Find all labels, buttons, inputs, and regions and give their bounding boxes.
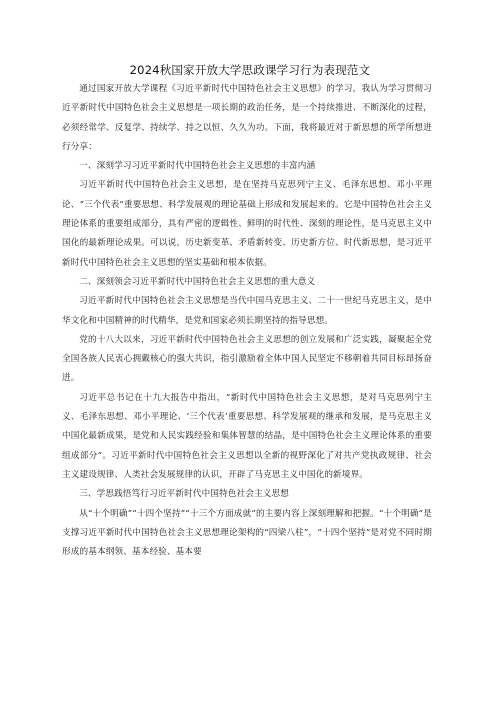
body-paragraph: 从“十个明确”“十四个坚持”“十三个方面成就”的主要内容上深刻理解和把握。“十个明确”是支撑习近平新时代中国特色社会主义思想理论架构的“四梁八柱”，“十四个坚持”是对党不同时期形成的基本纲领、基本经验、基本要 bbox=[62, 508, 432, 558]
body-paragraph: 习近平总书记在十九大报告中指出，“新时代中国特色社会主义思想，是对马克思列宁主义、毛泽东思想、邓小平理论、‘三个代表’重要思想、科学发展观的继承和发展，是马克思主义中国化最新成果，是党和人民实践经验和集体智慧的结晶，是中国特色社会主义理论体系的重要组成部分”。习近平新时代中国特色社会主义思想以全新的视野深化了对共产党执政规律、社会主义建设规律、人类社会发展规律的认识，开辟了马克思主义中国化的新境界。 bbox=[62, 392, 432, 480]
intro-paragraph: 通过国家开放大学课程《习近平新时代中国特色社会主义思想》的学习，我认为学习贯彻习近平新时代中国特色社会主义思想是一项长期的政治任务，是一个持续推进、不断深化的过程，必须经常学、反复学、持续学、持之以恒、久久为功。下面，我将最近对于新思想的所学所想进行分享： bbox=[62, 84, 432, 152]
section-heading-3: 三、学思践悟笃行习近平新时代中国特色社会主义思想 bbox=[79, 489, 290, 500]
document-title: 2024秋国家开放大学思政课学习行为表现范文 bbox=[129, 63, 371, 77]
body-paragraph: 习近平新时代中国特色社会主义思想是当代中国马克思主义、二十一世纪马克思主义，是中华文化和中国精神的时代精华，是党和国家必须长期坚持的指导思想。 bbox=[62, 296, 432, 326]
document-body bbox=[62, 80, 432, 562]
section-heading-2: 二、深刻领会习近平新时代中国特色社会主义思想的重大意义 bbox=[79, 276, 316, 287]
section-heading-1: 一、深刻学习习近平新时代中国特色社会主义思想的丰富内涵 bbox=[79, 161, 316, 172]
body-paragraph: 党的十八大以来，习近平新时代中国特色社会主义思想的创立发展和广泛实践，凝聚起全党全国各族人民衷心拥戴核心的强大共识，指引激励着全体中国人民坚定不移朝着共同目标昂扬奋进。 bbox=[62, 334, 432, 384]
body-paragraph: 习近平新时代中国特色社会主义思想，是在坚持马克思列宁主义、毛泽东思想、邓小平理论、“三个代表”重要思想、科学发展观的理论基础上形成和发展起来的。它是中国特色社会主义理论体系的重要组成部分，具有严密的逻辑性、鲜明的时代性、深刻的理论性，是马克思主义中国化的最新理论成果。可以说，历史新变革、矛盾新转变、历史新方位、时代新思想，是习近平新时代中国特色社会主义思想的坚实基础和根本依据。 bbox=[62, 180, 432, 268]
